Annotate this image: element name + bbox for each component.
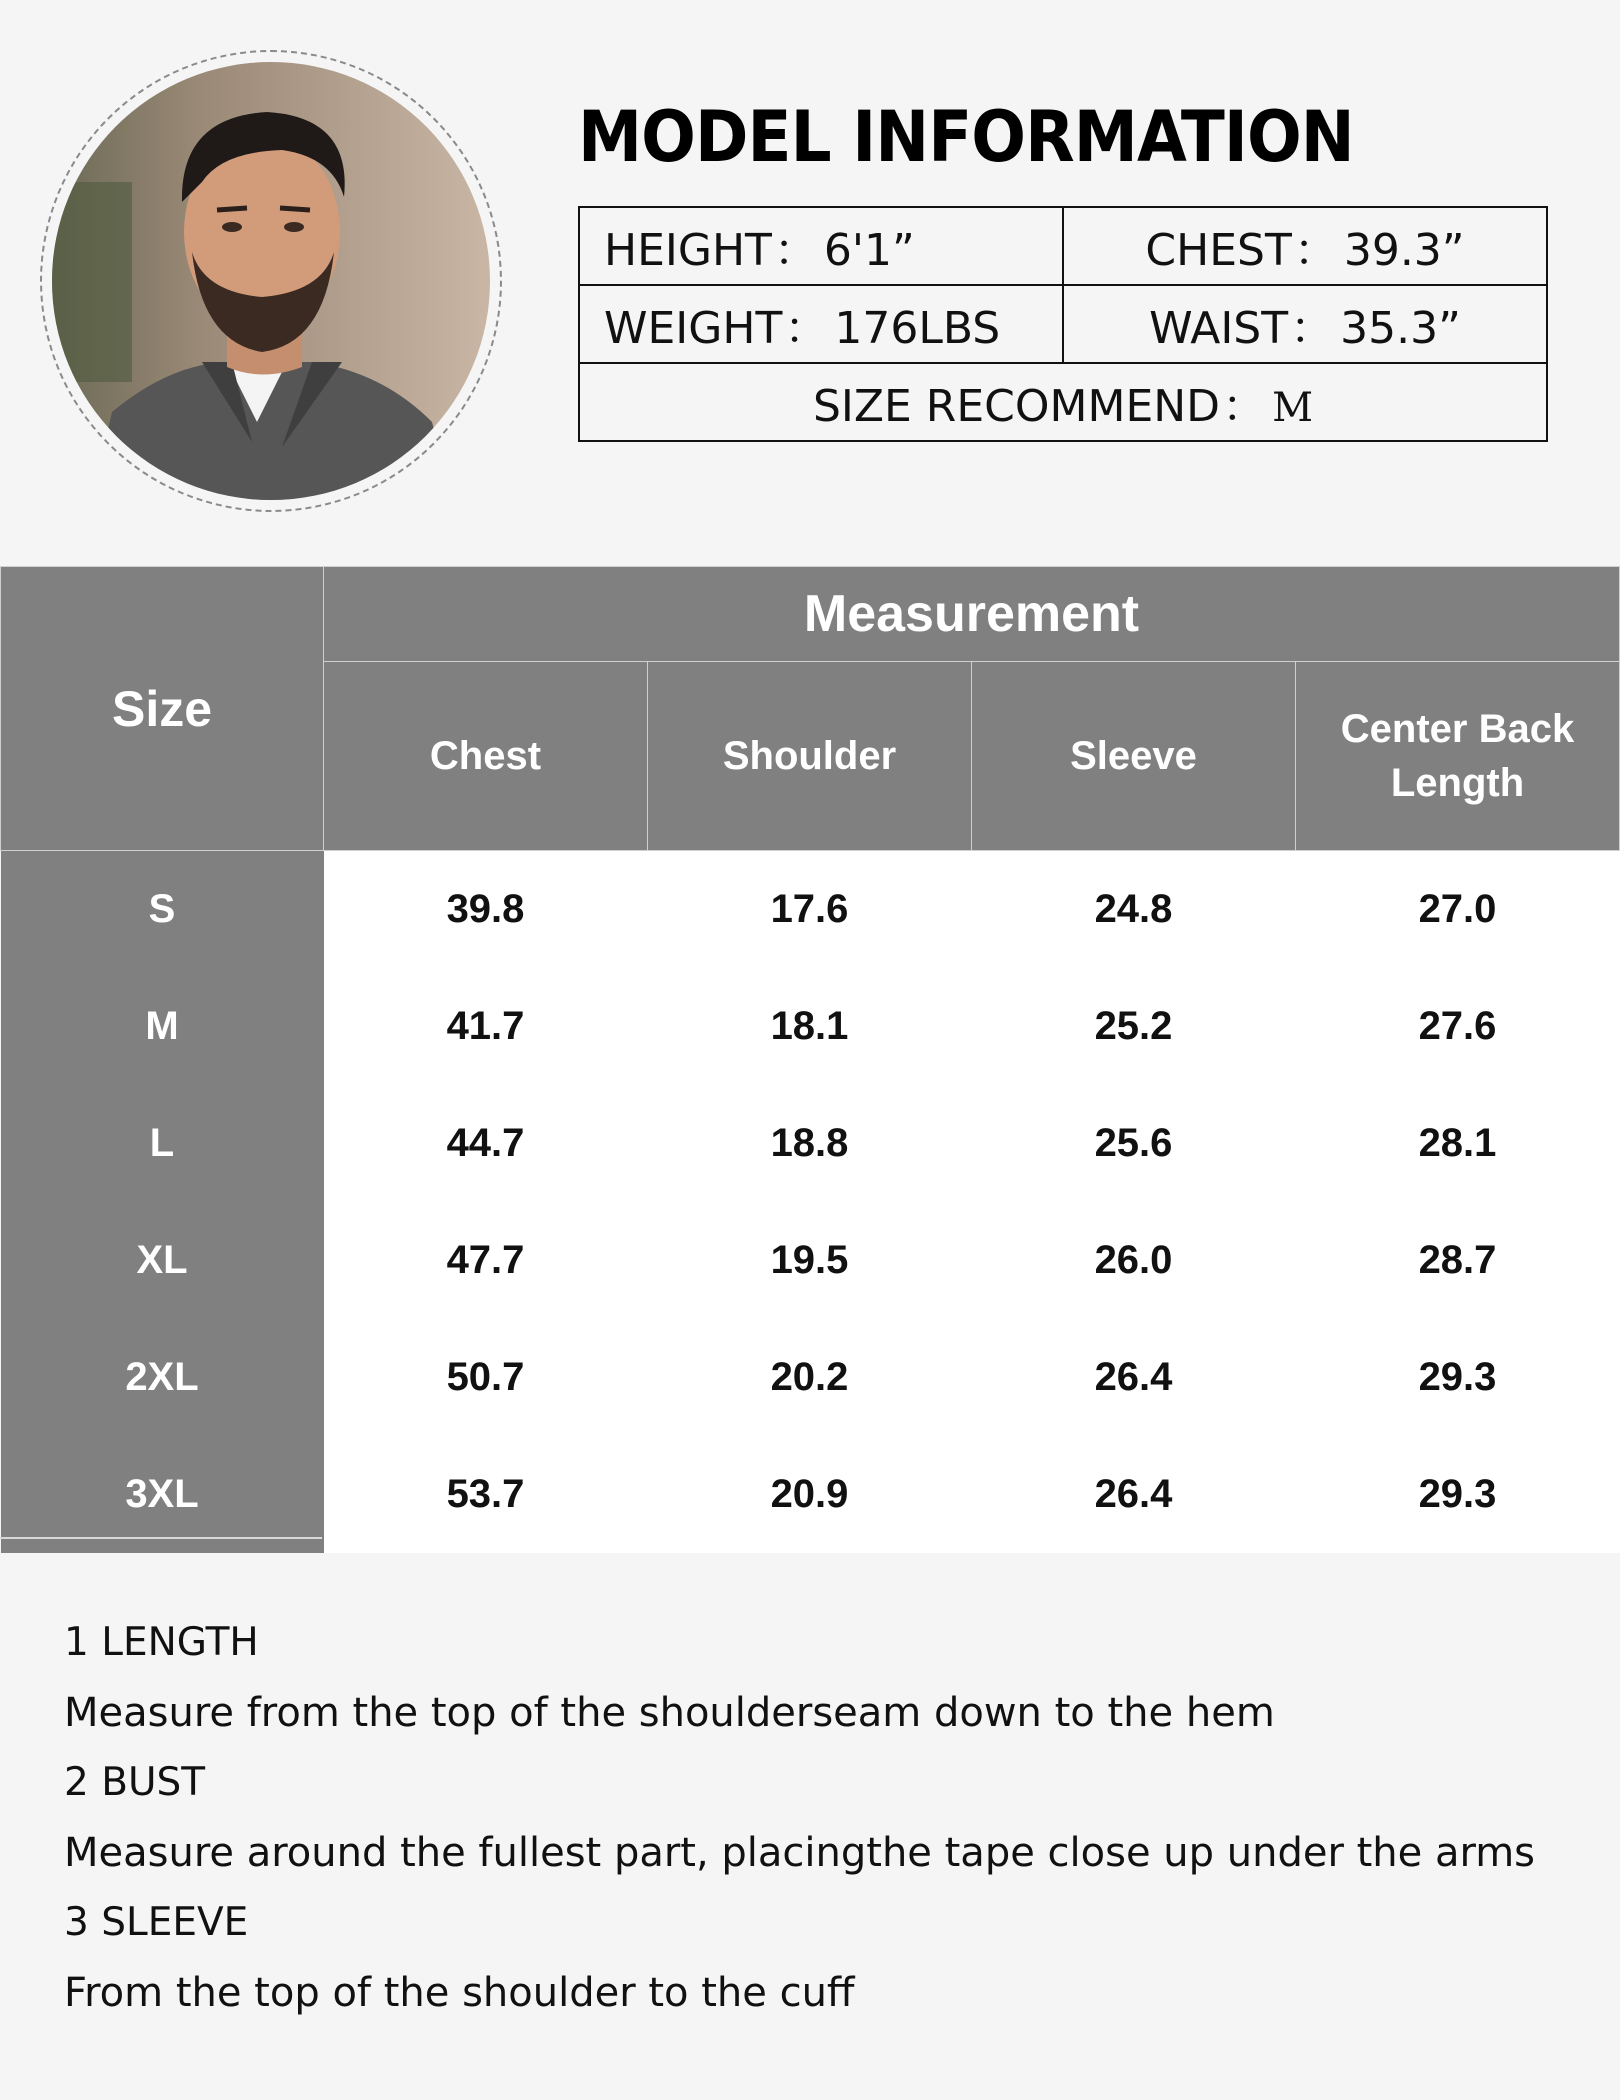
size-label: L xyxy=(1,1085,324,1202)
height-label: HEIGHT xyxy=(604,225,772,276)
shoulder-value-cell: 18.1 xyxy=(648,968,972,1085)
model-info-table xyxy=(578,206,1548,442)
waist-cell xyxy=(1063,285,1547,363)
waist-value: 35.3” xyxy=(1340,303,1461,354)
height-sep: ： xyxy=(773,225,818,276)
model-photo-illustration xyxy=(52,62,490,500)
height-value: 6'1” xyxy=(823,225,915,276)
center-back-length-value-cell: 28.1 xyxy=(1296,1085,1620,1202)
center-back-length-value-cell: 29.3 xyxy=(1296,1319,1620,1436)
chest-value-cell: 53.7 xyxy=(324,1436,648,1553)
note-text-bust: Measure around the fullest part, placingthe tape close up under the arms xyxy=(64,1830,1536,1876)
sleeve-value-cell: 25.2 xyxy=(972,968,1296,1085)
table-row xyxy=(1,1202,1620,1319)
column-header-cbl-line-2: Length xyxy=(1390,761,1525,805)
table-row xyxy=(1,851,1620,969)
size-label: 3XL xyxy=(1,1436,324,1553)
column-header-shoulder-text: Shoulder xyxy=(722,734,897,778)
column-header-sleeve-text: Sleeve xyxy=(1070,734,1197,778)
note-title-sleeve: 3 SLEEVE xyxy=(64,1900,249,1945)
weight-cell xyxy=(579,285,1063,363)
center-back-length-value-cell: 28.7 xyxy=(1296,1202,1620,1319)
size-recommend-value: M xyxy=(1272,385,1314,431)
chest-cell xyxy=(1063,207,1547,285)
size-label: XL xyxy=(1,1202,324,1319)
column-header-chest xyxy=(324,662,648,851)
note-text-length: Measure from the top of the shoulderseam down to the hem xyxy=(64,1690,1275,1736)
column-header-sleeve xyxy=(972,662,1296,851)
sleeve-value-cell: 26.4 xyxy=(972,1319,1296,1436)
size-label: 2XL xyxy=(1,1319,324,1436)
model-row-3 xyxy=(579,363,1547,441)
size-recommend-cell xyxy=(579,363,1547,441)
size-label: S xyxy=(1,851,324,969)
sleeve-value-cell: 25.6 xyxy=(972,1085,1296,1202)
weight-sep: ： xyxy=(784,303,829,354)
column-header-shoulder xyxy=(648,662,972,851)
shoulder-value-cell: 18.8 xyxy=(648,1085,972,1202)
chest-value-cell: 44.7 xyxy=(324,1085,648,1202)
measurement-header: Measurement xyxy=(324,567,1620,662)
weight-value: 176LBS xyxy=(834,303,1001,354)
table-row xyxy=(1,968,1620,1085)
model-row-1 xyxy=(579,207,1547,285)
column-header-center-back-length xyxy=(1296,662,1620,851)
note-text-sleeve: From the top of the shoulder to the cuff xyxy=(64,1970,855,2016)
chest-value: 39.3” xyxy=(1343,225,1465,276)
sleeve-value-cell: 26.4 xyxy=(972,1436,1296,1553)
table-bottom-divider xyxy=(0,1537,322,1539)
table-row xyxy=(1,1436,1620,1553)
table-row xyxy=(1,1085,1620,1202)
size-label: M xyxy=(1,968,324,1085)
waist-sep: ： xyxy=(1290,303,1335,354)
size-table-header-row-1 xyxy=(1,567,1620,662)
table-row xyxy=(1,1319,1620,1436)
column-header-chest-text: Chest xyxy=(429,734,542,778)
model-photo xyxy=(52,62,490,500)
chest-value-cell: 41.7 xyxy=(324,968,648,1085)
center-back-length-value-cell: 29.3 xyxy=(1296,1436,1620,1553)
note-title-bust: 2 BUST xyxy=(64,1760,206,1805)
shoulder-value-cell: 20.2 xyxy=(648,1319,972,1436)
column-header-cbl-line-1: Center Back xyxy=(1340,707,1575,751)
weight-label: WEIGHT xyxy=(604,303,783,354)
size-recommend-sep: ： xyxy=(1222,381,1267,432)
waist-label: WAIST xyxy=(1149,303,1289,354)
chest-value-cell: 50.7 xyxy=(324,1319,648,1436)
center-back-length-value-cell: 27.0 xyxy=(1296,851,1620,969)
shoulder-value-cell: 19.5 xyxy=(648,1202,972,1319)
model-row-2 xyxy=(579,285,1547,363)
sleeve-value-cell: 24.8 xyxy=(972,851,1296,969)
shoulder-value-cell: 20.9 xyxy=(648,1436,972,1553)
note-title-length: 1 LENGTH xyxy=(64,1620,259,1665)
model-info-title: MODEL INFORMATION xyxy=(578,96,1354,178)
measurement-notes xyxy=(64,1608,1604,2028)
height-cell xyxy=(579,207,1063,285)
chest-value-cell: 47.7 xyxy=(324,1202,648,1319)
sleeve-value-cell: 26.0 xyxy=(972,1202,1296,1319)
center-back-length-value-cell: 27.6 xyxy=(1296,968,1620,1085)
size-chart-table xyxy=(0,566,1620,1553)
chest-sep: ： xyxy=(1293,225,1338,276)
size-column-header: Size xyxy=(1,567,324,851)
chest-label: CHEST xyxy=(1145,225,1292,276)
size-recommend-label: SIZE RECOMMEND xyxy=(812,381,1221,432)
chest-value-cell: 39.8 xyxy=(324,851,648,969)
shoulder-value-cell: 17.6 xyxy=(648,851,972,969)
